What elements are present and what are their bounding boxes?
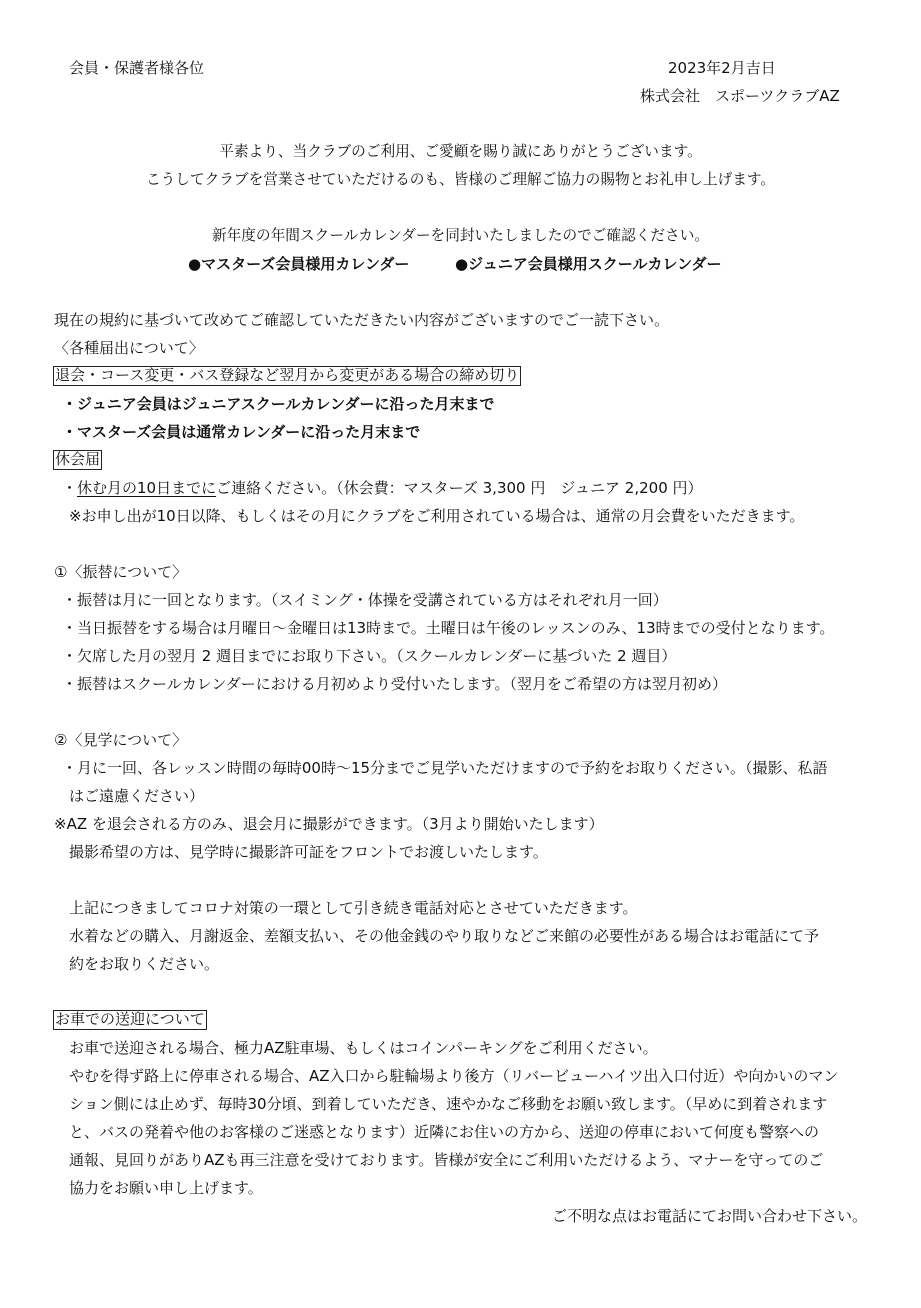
closing-note: ご不明な点はお電話にてお問い合わせ下さい。 [551, 1207, 867, 1225]
transfer-heading: ①〈振替について〉 [54, 563, 188, 581]
visit-heading: ②〈見学について〉 [54, 731, 188, 749]
deadline-title: 退会・コース変更・バス登録など翌月から変更がある場合の締め切り [55, 366, 520, 384]
transfer-item-1: ・振替は月に一回となります。（スイミング・体操を受講されている方はそれぞれ月一回） [62, 591, 668, 609]
leave-note: ※お申し出が10日以降、もしくはその月にクラブをご利用されている場合は、通常の月会費をいただきます。 [69, 507, 805, 525]
visit-item-line-1: ・月に一回、各レッスン時間の毎時00時～15分までご見学いただけますので予約をお取りください。（撮影、私語 [62, 759, 828, 777]
phone-line-1: 上記につきましてコロナ対策の一環として引き続き電話対応とさせていただきます。 [69, 899, 638, 917]
deadline-masters: ・マスターズ会員は通常カレンダーに沿った月末まで [62, 423, 421, 441]
deadline-junior: ・ジュニア会員はジュニアスクールカレンダーに沿った月末まで [62, 395, 495, 413]
transfer-item-4: ・振替はスクールカレンダーにおける月初めより受付いたします。（翌月をご希望の方は翌月初め） [62, 675, 728, 693]
visit-item-line-2: はご遠慮ください） [69, 787, 205, 805]
visit-note-2: 撮影希望の方は、見学時に撮影許可証をフロントでお渡しいたします。 [69, 843, 548, 861]
greeting-line-1: 平素より、当クラブのご利用、ご愛顧を賜り誠にありがとうございます。 [219, 143, 702, 160]
addressee: 会員・保護者様各位 [69, 59, 205, 77]
leave-bullet: ・ [62, 479, 78, 497]
pickup-line-3: ション側には止めず、毎時30分頃、到着していただき、速やかなご移動をお願い致します。（早めに到着されます [69, 1095, 828, 1113]
transfer-item-2: ・当日振替をする場合は月曜日～金曜日は13時まで。土曜日は午後のレッスンのみ、13時までの受付となります。 [62, 619, 835, 637]
pickup-line-4: と、バスの発着や他のお客様のご迷惑となります）近隣にお住いの方から、送迎の停車において何度も警察への [69, 1123, 820, 1141]
pickup-line-1: お車で送迎される場合、極力AZ駐車場、もしくはコインパーキングをご利用ください。 [69, 1039, 658, 1057]
pickup-line-6: 協力をお願い申し上げます。 [69, 1179, 263, 1197]
issue-date: 2023年2月吉日 [668, 59, 776, 77]
masters-calendar-label: ●マスターズ会員様用カレンダー [188, 255, 410, 273]
leave-line [62, 481, 703, 496]
visit-note-1: ※AZ を退会される方のみ、退会月に撮影ができます。（3月より開始いたします） [54, 815, 604, 833]
phone-line-3: 約をお取りください。 [69, 955, 220, 973]
leave-title: 休会届 [55, 450, 101, 468]
company-name: 株式会社 スポーツクラブAZ [640, 87, 840, 105]
leave-deadline-underlined: 休む月の10日までに [77, 479, 217, 497]
greeting-line-2: こうしてクラブを営業させていただけるのも、皆様のご理解ご協力の賜物とお礼申し上げます。 [145, 171, 776, 188]
leave-fee-text: ご連絡ください。（休会費：マスターズ 3,300 円 ジュニア 2,200 円） [216, 479, 703, 497]
pickup-title: お車での送迎について [55, 1010, 205, 1028]
pickup-line-2: やむを得ず路上に停車される場合、AZ入口から駐輪場より後方（リバービューハイツ出入口付近）や向かいのマン [69, 1067, 839, 1085]
phone-line-2: 水着などの購入、月謝返金、差額支払い、その他金銭のやり取りなどご来館の必要性がある場合はお電話にて予 [69, 927, 820, 945]
pickup-line-5: 通報、見回りがありAZも再三注意を受けております。皆様が安全にご利用いただけるよう、マナーを守ってのご [69, 1151, 824, 1169]
rules-intro: 現在の規約に基づいて改めてご確認していただきたい内容がございますのでご一読下さい。 [54, 311, 670, 329]
calendar-notice: 新年度の年間スクールカレンダーを同封いたしましたのでご確認ください。 [211, 227, 710, 244]
transfer-item-3: ・欠席した月の翌月 2 週目までにお取り下さい。（スクールカレンダーに基づいた 2 週目） [62, 647, 677, 665]
notifications-heading: 〈各種届出について〉 [54, 339, 204, 357]
junior-calendar-label: ●ジュニア会員様用スクールカレンダー [455, 255, 722, 273]
